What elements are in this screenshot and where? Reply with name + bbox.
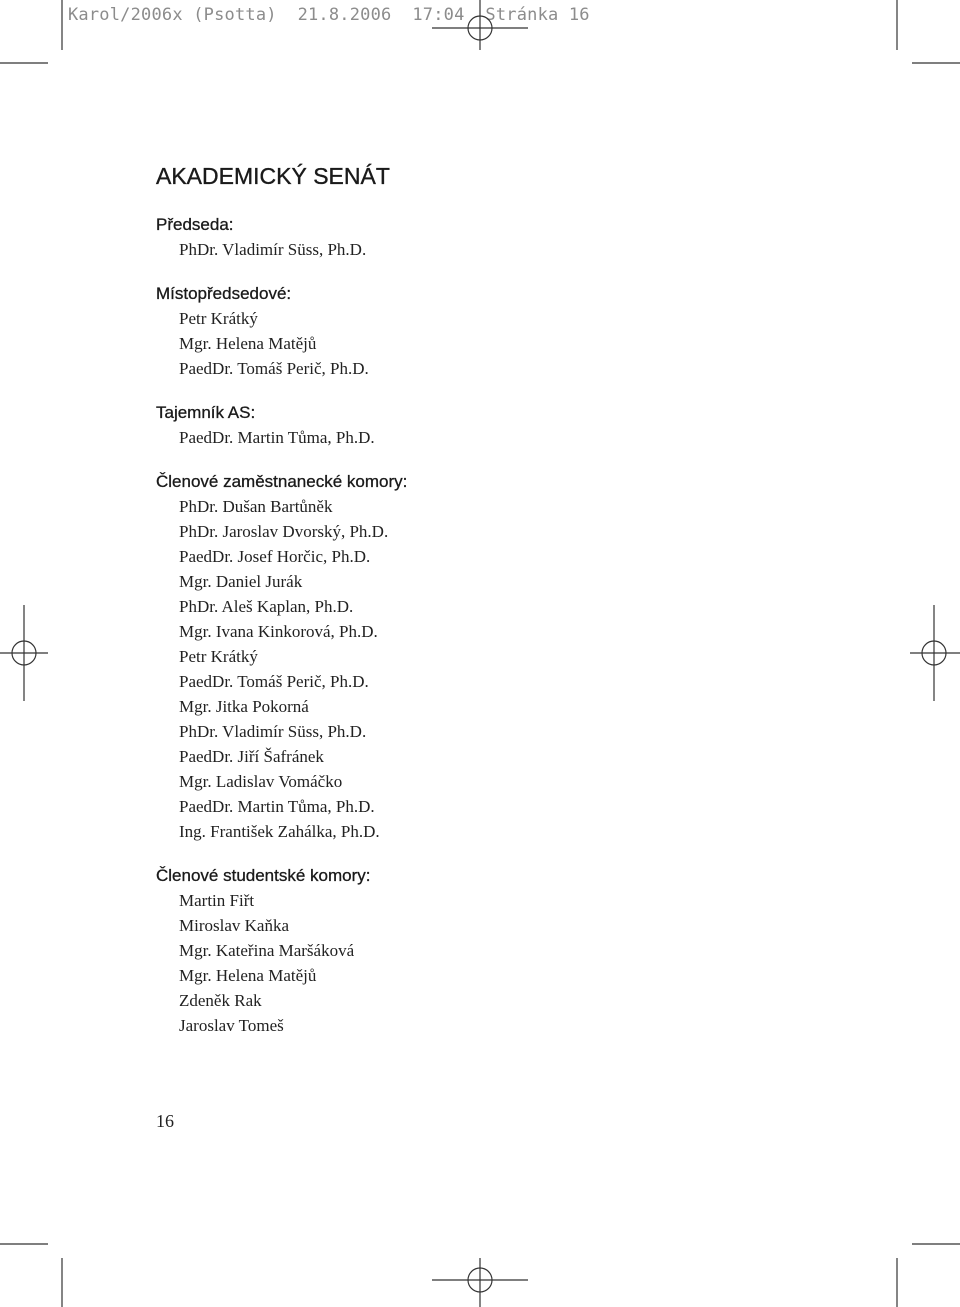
senate-sections: [156, 212, 856, 1038]
member-list: [156, 425, 856, 450]
member-name: Mgr. Daniel Jurák: [179, 572, 303, 591]
page-content: [156, 161, 856, 1057]
member-name: Mgr. Jitka Pokorná: [179, 697, 309, 716]
member-name: PhDr. Dušan Bartůněk: [179, 497, 333, 516]
member-name: PhDr. Aleš Kaplan, Ph.D.: [179, 597, 354, 616]
member-name: PhDr. Vladimír Süss, Ph.D.: [179, 722, 367, 741]
member-name: Miroslav Kaňka: [179, 916, 290, 935]
member-name: Ing. František Zahálka, Ph.D.: [179, 822, 380, 841]
member-name: PaedDr. Martin Tůma, Ph.D.: [179, 797, 375, 816]
member-name: Zdeněk Rak: [179, 991, 262, 1010]
member-name: PhDr. Jaroslav Dvorský, Ph.D.: [179, 522, 389, 541]
section-heading: Tajemník AS:: [156, 403, 256, 422]
section-heading: Členové studentské komory:: [156, 866, 371, 885]
member-name: PaedDr. Josef Horčic, Ph.D.: [179, 547, 371, 566]
member-name: Martin Fiřt: [179, 891, 255, 910]
senate-section: [156, 863, 856, 1038]
member-name: Petr Krátký: [179, 647, 258, 666]
member-name: Mgr. Kateřina Maršáková: [179, 941, 355, 960]
member-name: Jaroslav Tomeš: [179, 1016, 284, 1035]
member-name: PaedDr. Tomáš Perič, Ph.D.: [179, 359, 369, 378]
member-name: Petr Krátký: [179, 309, 258, 328]
senate-section: [156, 469, 856, 844]
section-heading: Členové zaměstnanecké komory:: [156, 472, 408, 491]
member-name: PaedDr. Martin Tůma, Ph.D.: [179, 428, 375, 447]
page-title: AKADEMICKÝ SENÁT: [156, 163, 390, 189]
senate-section: [156, 400, 856, 450]
member-list: [156, 888, 856, 1038]
member-name: PhDr. Vladimír Süss, Ph.D.: [179, 240, 367, 259]
print-slug: Karol/2006x (Psotta) 21.8.2006 17:04 Stránka 16: [68, 5, 590, 25]
member-name: PaedDr. Jiří Šafránek: [179, 747, 324, 766]
senate-section: [156, 212, 856, 262]
member-name: Mgr. Ivana Kinkorová, Ph.D.: [179, 622, 378, 641]
member-list: [156, 494, 856, 844]
senate-section: [156, 281, 856, 381]
member-list: [156, 237, 856, 262]
section-heading: Předseda:: [156, 215, 234, 234]
member-name: Mgr. Helena Matějů: [179, 334, 317, 353]
member-list: [156, 306, 856, 381]
page-number: 16: [156, 1111, 174, 1131]
member-name: PaedDr. Tomáš Perič, Ph.D.: [179, 672, 369, 691]
member-name: Mgr. Ladislav Vomáčko: [179, 772, 343, 791]
member-name: Mgr. Helena Matějů: [179, 966, 317, 985]
section-heading: Místopředsedové:: [156, 284, 292, 303]
